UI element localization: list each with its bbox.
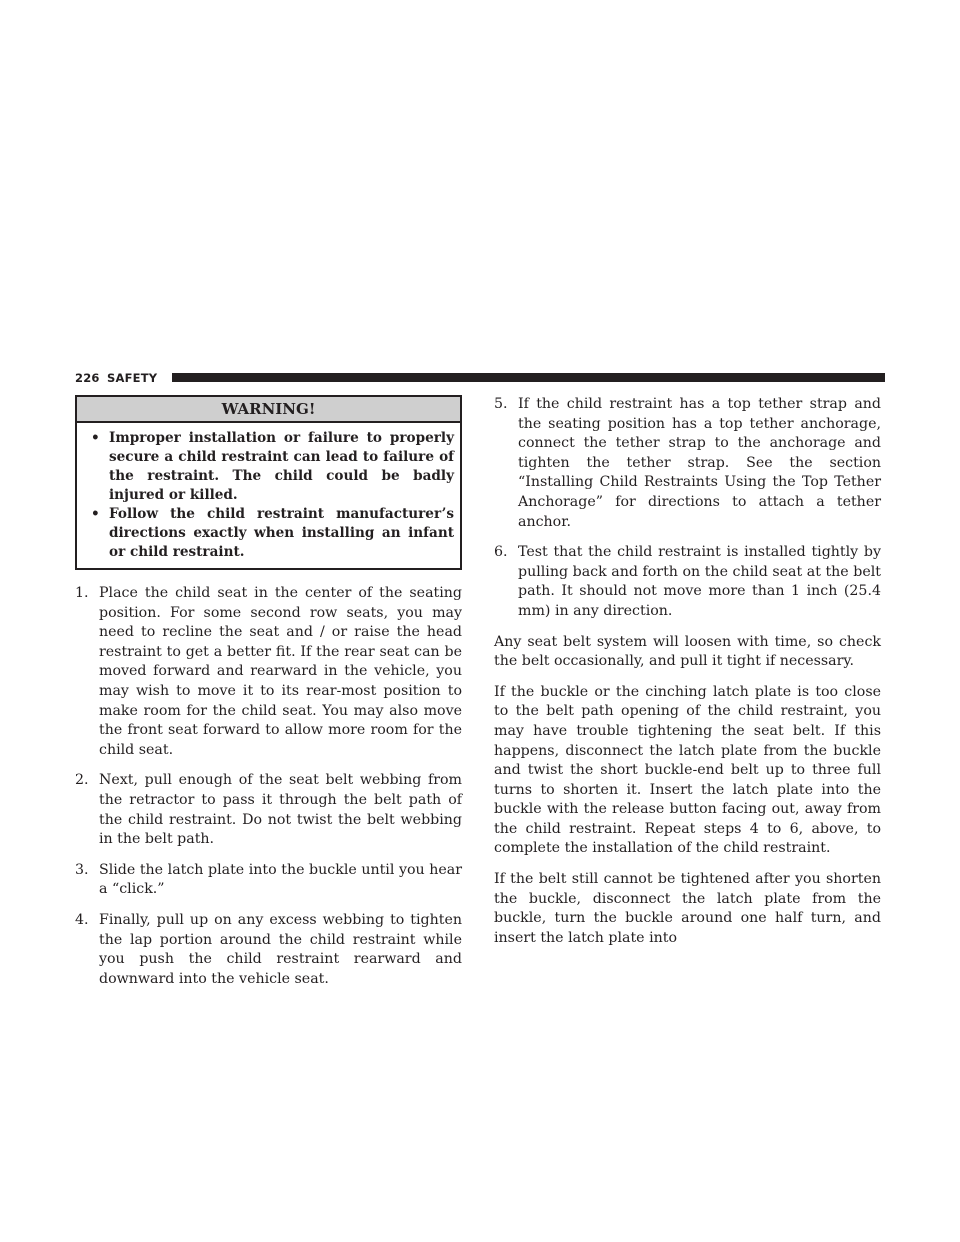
- step-item: [75, 771, 462, 849]
- warning-box: [75, 395, 462, 570]
- section-title: SAFETY: [107, 371, 158, 385]
- warning-list: [77, 423, 460, 568]
- step-number: 6.: [494, 544, 508, 561]
- step-item: [75, 911, 462, 989]
- right-column: [494, 395, 881, 948]
- header-rule: [172, 373, 885, 382]
- body-paragraph: Any seat belt system will loosen with time, so check the belt occasionally, and pull it tight if necessary.: [494, 633, 881, 670]
- warning-item: [87, 429, 454, 505]
- step-number: 5.: [494, 396, 508, 412]
- step-number: 2.: [75, 772, 89, 789]
- body-paragraph: If the buckle or the cinching latch plate is too close to the belt path opening of the child restraint, you may have trouble tightening the seat belt. If this happens, disconnect the latch plate from the buckle and twist the short buckle-end belt up to three full turns to shorten it. Insert the latch plate into the buckle with the release button facing out, away from the child restraint. Repeat steps 4 to 6, above, to complete the installation of the child restraint.: [494, 683, 881, 857]
- step-number: 4.: [75, 911, 89, 928]
- step-item: [494, 543, 881, 621]
- step-item: [75, 584, 462, 760]
- left-column: [75, 395, 462, 989]
- step-item: [75, 861, 462, 900]
- step-text: If the child restraint has a top tether strap and the seating position has a top tether anchorage, connect the tether strap to the anchorage and tighten the tether strap. See the section “Installing Child Restraints Using the Top Tether Anchorage” for directions to attach a tether anchor.: [518, 396, 881, 530]
- step-text: Next, pull enough of the seat belt webbing from the retractor to pass it through the belt path of the child restraint. Do not twist the belt webbing in the belt path.: [99, 772, 462, 848]
- bullet-icon: •: [91, 506, 100, 522]
- page-header: [75, 371, 885, 385]
- page-number: 226: [75, 371, 100, 385]
- warning-item: [87, 505, 454, 562]
- step-text: Slide the latch plate into the buckle until you hear a “click.”: [99, 861, 462, 898]
- step-text: Place the child seat in the center of the seating position. For some second row seats, you may need to recline the seat and / or raise the head restraint to get a better fit. If the rear seat can be moved forward and rearward in the vehicle, you may wish to move it to its rear-most position to make room for the child seat. You may also move the front seat forward to allow more room for the child seat.: [99, 585, 462, 758]
- step-text: Test that the child restraint is installed tightly by pulling back and forth on the child seat at the belt path. It should not move more than 1 inch (25.4 mm) in any direction.: [518, 544, 881, 619]
- step-number: 3.: [75, 861, 89, 878]
- body-paragraph: If the belt still cannot be tightened after you shorten the buckle, disconnect the latch plate from the buckle, turn the buckle around one half turn, and insert the latch plate into: [494, 871, 881, 946]
- warning-item-text: Improper installation or failure to properly secure a child restraint can lead to failure of the restraint. The child could be badly injured or killed.: [109, 430, 454, 503]
- warning-item-text: Follow the child restraint manufacturer’s directions exactly when installing an infant or child restraint.: [109, 506, 454, 560]
- step-item: [494, 395, 881, 532]
- step-text: Finally, pull up on any excess webbing to tighten the lap portion around the child restraint while you push the child restraint rearward and downward into the vehicle seat.: [99, 911, 462, 987]
- bullet-icon: •: [91, 430, 100, 446]
- step-number: 1.: [75, 585, 89, 601]
- warning-title: WARNING!: [77, 397, 460, 423]
